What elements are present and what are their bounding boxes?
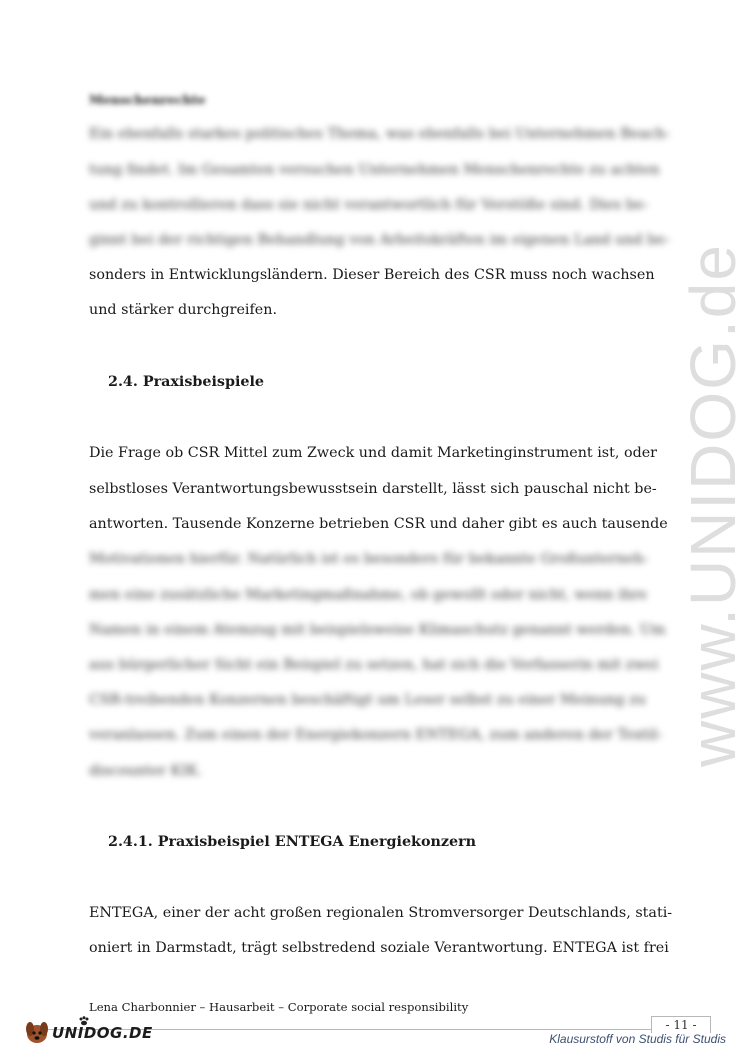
paragraph-line: Motivationen hierfür. Natürlich ist es besonders für bekannte Großunterneh-	[89, 551, 649, 567]
paragraph-line: CSR-treibenden Konzernen beschäftigt um Leser selbst zu einer Meinung zu	[89, 692, 646, 708]
section-heading-praxisbeispiele: 2.4. Praxisbeispiele	[108, 374, 265, 390]
paragraph-line: discounter KIK.	[89, 763, 203, 779]
paragraph-line: und stärker durchgreifen.	[89, 302, 277, 318]
paragraph-line: und zu kontrollieren dass sie nicht verantwortlich für Verstöße sind. Dies be-	[89, 197, 649, 213]
paragraph-line: veranlassen. Zum einen der Energiekonzern ENTEGA, zum anderen der Textil-	[89, 727, 663, 743]
paragraph-line: ginnt bei der richtigen Behandlung von Arbeitskräften im eigenen Land und be-	[89, 232, 670, 248]
paragraph-line: men eine zusätzliche Marketingmaßnahme, ob gewollt oder nicht, wenn ihre	[89, 587, 648, 603]
section-heading-menschenrechte: Menschenrechte	[89, 92, 206, 107]
paragraph-line: oniert in Darmstadt, trägt selbstredend soziale Verantwortung. ENTEGA ist frei	[89, 940, 669, 956]
paragraph-line: sonders in Entwicklungsländern. Dieser Bereich des CSR muss noch wachsen	[89, 267, 655, 283]
paragraph-line: ENTEGA, einer der acht großen regionalen Stromversorger Deutschlands, stati-	[89, 905, 673, 921]
watermark-text: www.UNIDOG.de	[677, 243, 749, 767]
paragraph-line: selbstloses Verantwortungsbewusstsein darstellt, lässt sich pauschal nicht be-	[89, 481, 657, 497]
paragraph-line: Die Frage ob CSR Mittel zum Zweck und damit Marketinginstrument ist, oder	[89, 445, 658, 461]
logo-text: UNIDOG.DE	[52, 1024, 153, 1042]
paragraph-line: Namen in einem Atemzug mit beispielsweise Klimaschutz genannt werden. Um	[89, 622, 666, 638]
paragraph-line: antworten. Tausende Konzerne betrieben CSR und daher gibt es auch tausende	[89, 516, 668, 532]
dog-mascot-icon	[22, 1017, 52, 1047]
unidog-logo	[22, 1017, 152, 1047]
paragraph-line: Ein ebenfalls starkes politisches Thema, was ebenfalls bei Unternehmen Beach-	[89, 126, 670, 142]
page-number: - 11 -	[651, 1016, 711, 1033]
footer-author-line: Lena Charbonnier – Hausarbeit – Corporate social responsibility	[89, 1000, 469, 1014]
paragraph-line: tung findet. Im Gesamten versuchen Unternehmen Menschenrechte zu achten	[89, 162, 660, 178]
paragraph-line: aus bürgerlicher Sicht ein Beispiel zu setzen, hat sich die Verfasserin mit zwei	[89, 657, 659, 673]
section-heading-entega: 2.4.1. Praxisbeispiel ENTEGA Energiekonzern	[108, 834, 477, 850]
footer-tagline: Klausurstoff von Studis für Studis	[549, 1032, 726, 1046]
